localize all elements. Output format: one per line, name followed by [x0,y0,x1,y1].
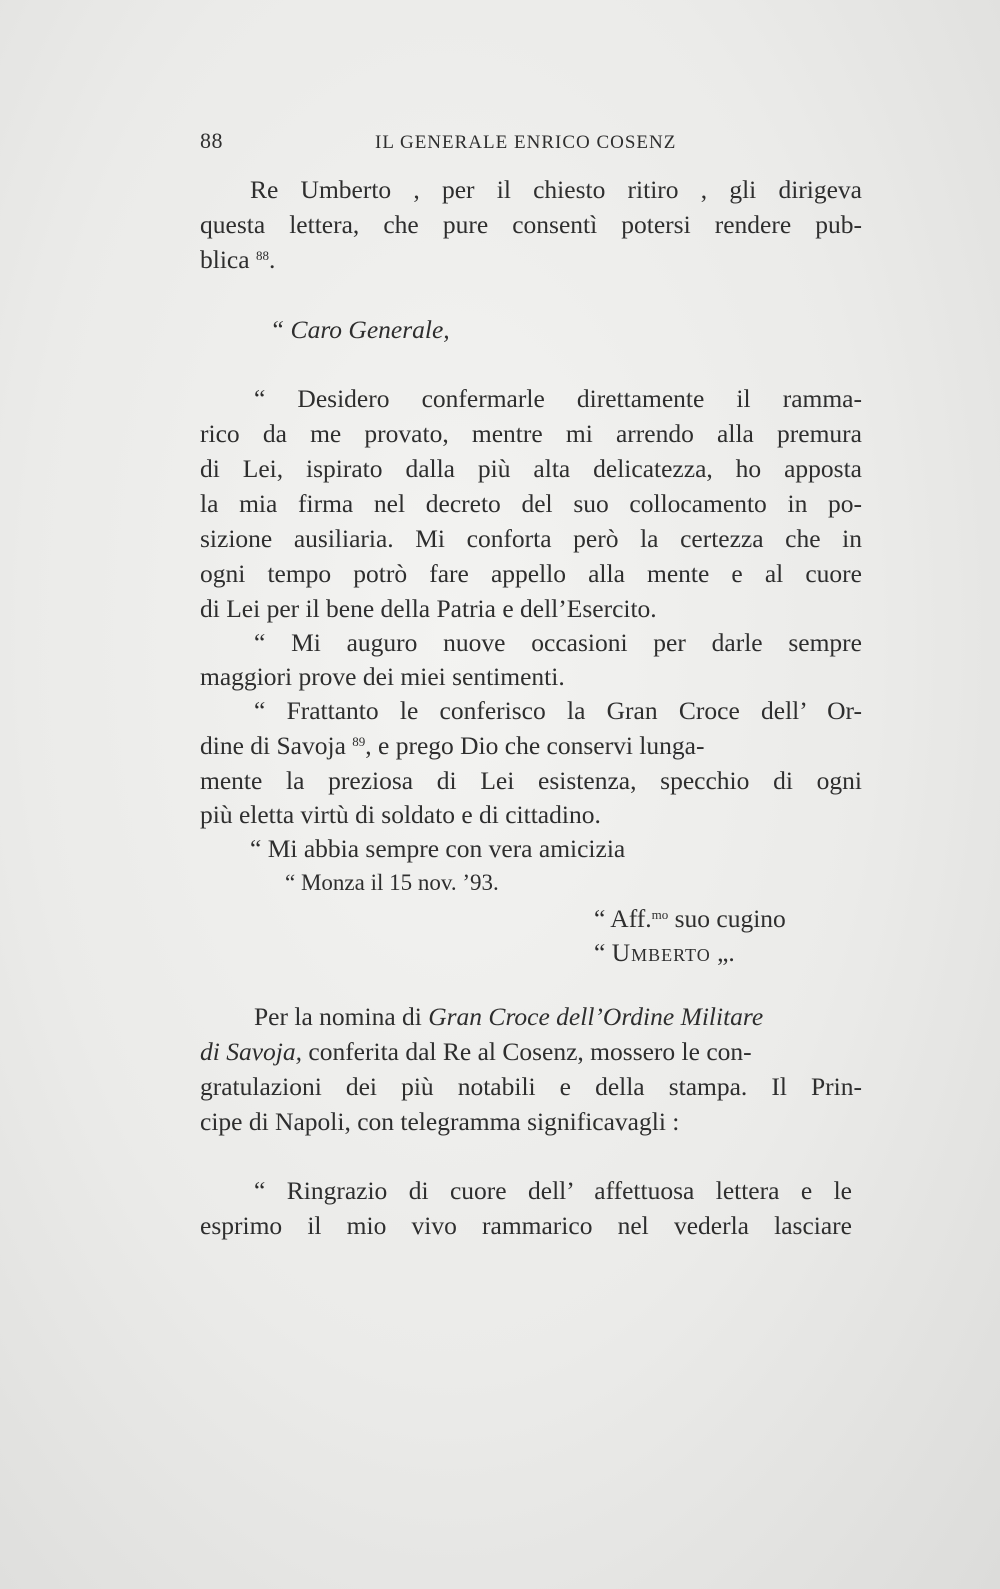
text-line: dine di Savoja $^{89}$, e prego Dio che conservi lunga- [200,731,705,760]
running-header [200,128,720,158]
text-line: ogni tempo potrò fare appello alla mente e al cuore [200,559,862,588]
text-line: di Lei, ispirato dalla più alta delicatezza, ho apposta [200,454,862,483]
text-line: “ Ringrazio di cuore dell’ affettuosa lettera e le [254,1176,852,1205]
text-line: “ Mi abbia sempre con vera amicizia [250,834,626,863]
text-line: gratulazioni dei più notabili e della stampa. Il Prin- [200,1072,862,1101]
text-line: Per la nomina di Gran Croce dell’Ordine Militare [254,1002,764,1031]
text-line: cipe di Napoli, con telegramma significavagli : [200,1107,680,1136]
text-line: di Lei per il bene della Patria e dell’Esercito. [200,594,657,623]
text-line: blica $^{88}$. [200,245,276,274]
text-line: rico da me provato, mentre mi arrendo alla premura [200,419,862,448]
text-line: maggiori prove dei miei sentimenti. [200,662,565,691]
text-line: sizione ausiliaria. Mi conforta però la certezza che in [200,524,862,553]
text-line: esprimo il mio vivo rammarico nel vederla lasciare [200,1211,852,1240]
text-line: più eletta virtù di soldato e di cittadino. [200,800,601,829]
text-line: questa lettera, che pure consentì potersi rendere pub- [200,210,862,239]
text-line: “ Frattanto le conferisco la Gran Croce dell’ Or- [254,696,862,725]
page-number: 88 [200,128,223,153]
footnote-ref: 89 [352,734,366,749]
letter-closing: “ Aff.$^{mo}$ suo cugino [594,904,786,933]
text-line: la mia firma nel decreto del suo collocamento in po- [200,489,862,518]
text-line: Re Umberto , per il chiesto ritiro , gli dirigeva [250,175,862,204]
footnote-ref: 88 [255,248,269,263]
salutation: “ Caro Generale, [270,315,450,344]
running-title: IL GENERALE ENRICO COSENZ [375,132,677,153]
text-line: di Savoja, conferita dal Re al Cosenz, mossero le con- [200,1037,752,1066]
text-line: “ Desidero confermarle direttamente il rammа- [254,384,862,413]
letter-date: “ Monza il 15 nov. ’93. [285,870,499,895]
letter-signature: “ Umberto „. [594,938,735,967]
text-line: mente la preziosa di Lei esistenza, specchio di ogni [200,766,862,795]
text-line: “ Mi auguro nuove occasioni per darle sempre [254,628,862,657]
